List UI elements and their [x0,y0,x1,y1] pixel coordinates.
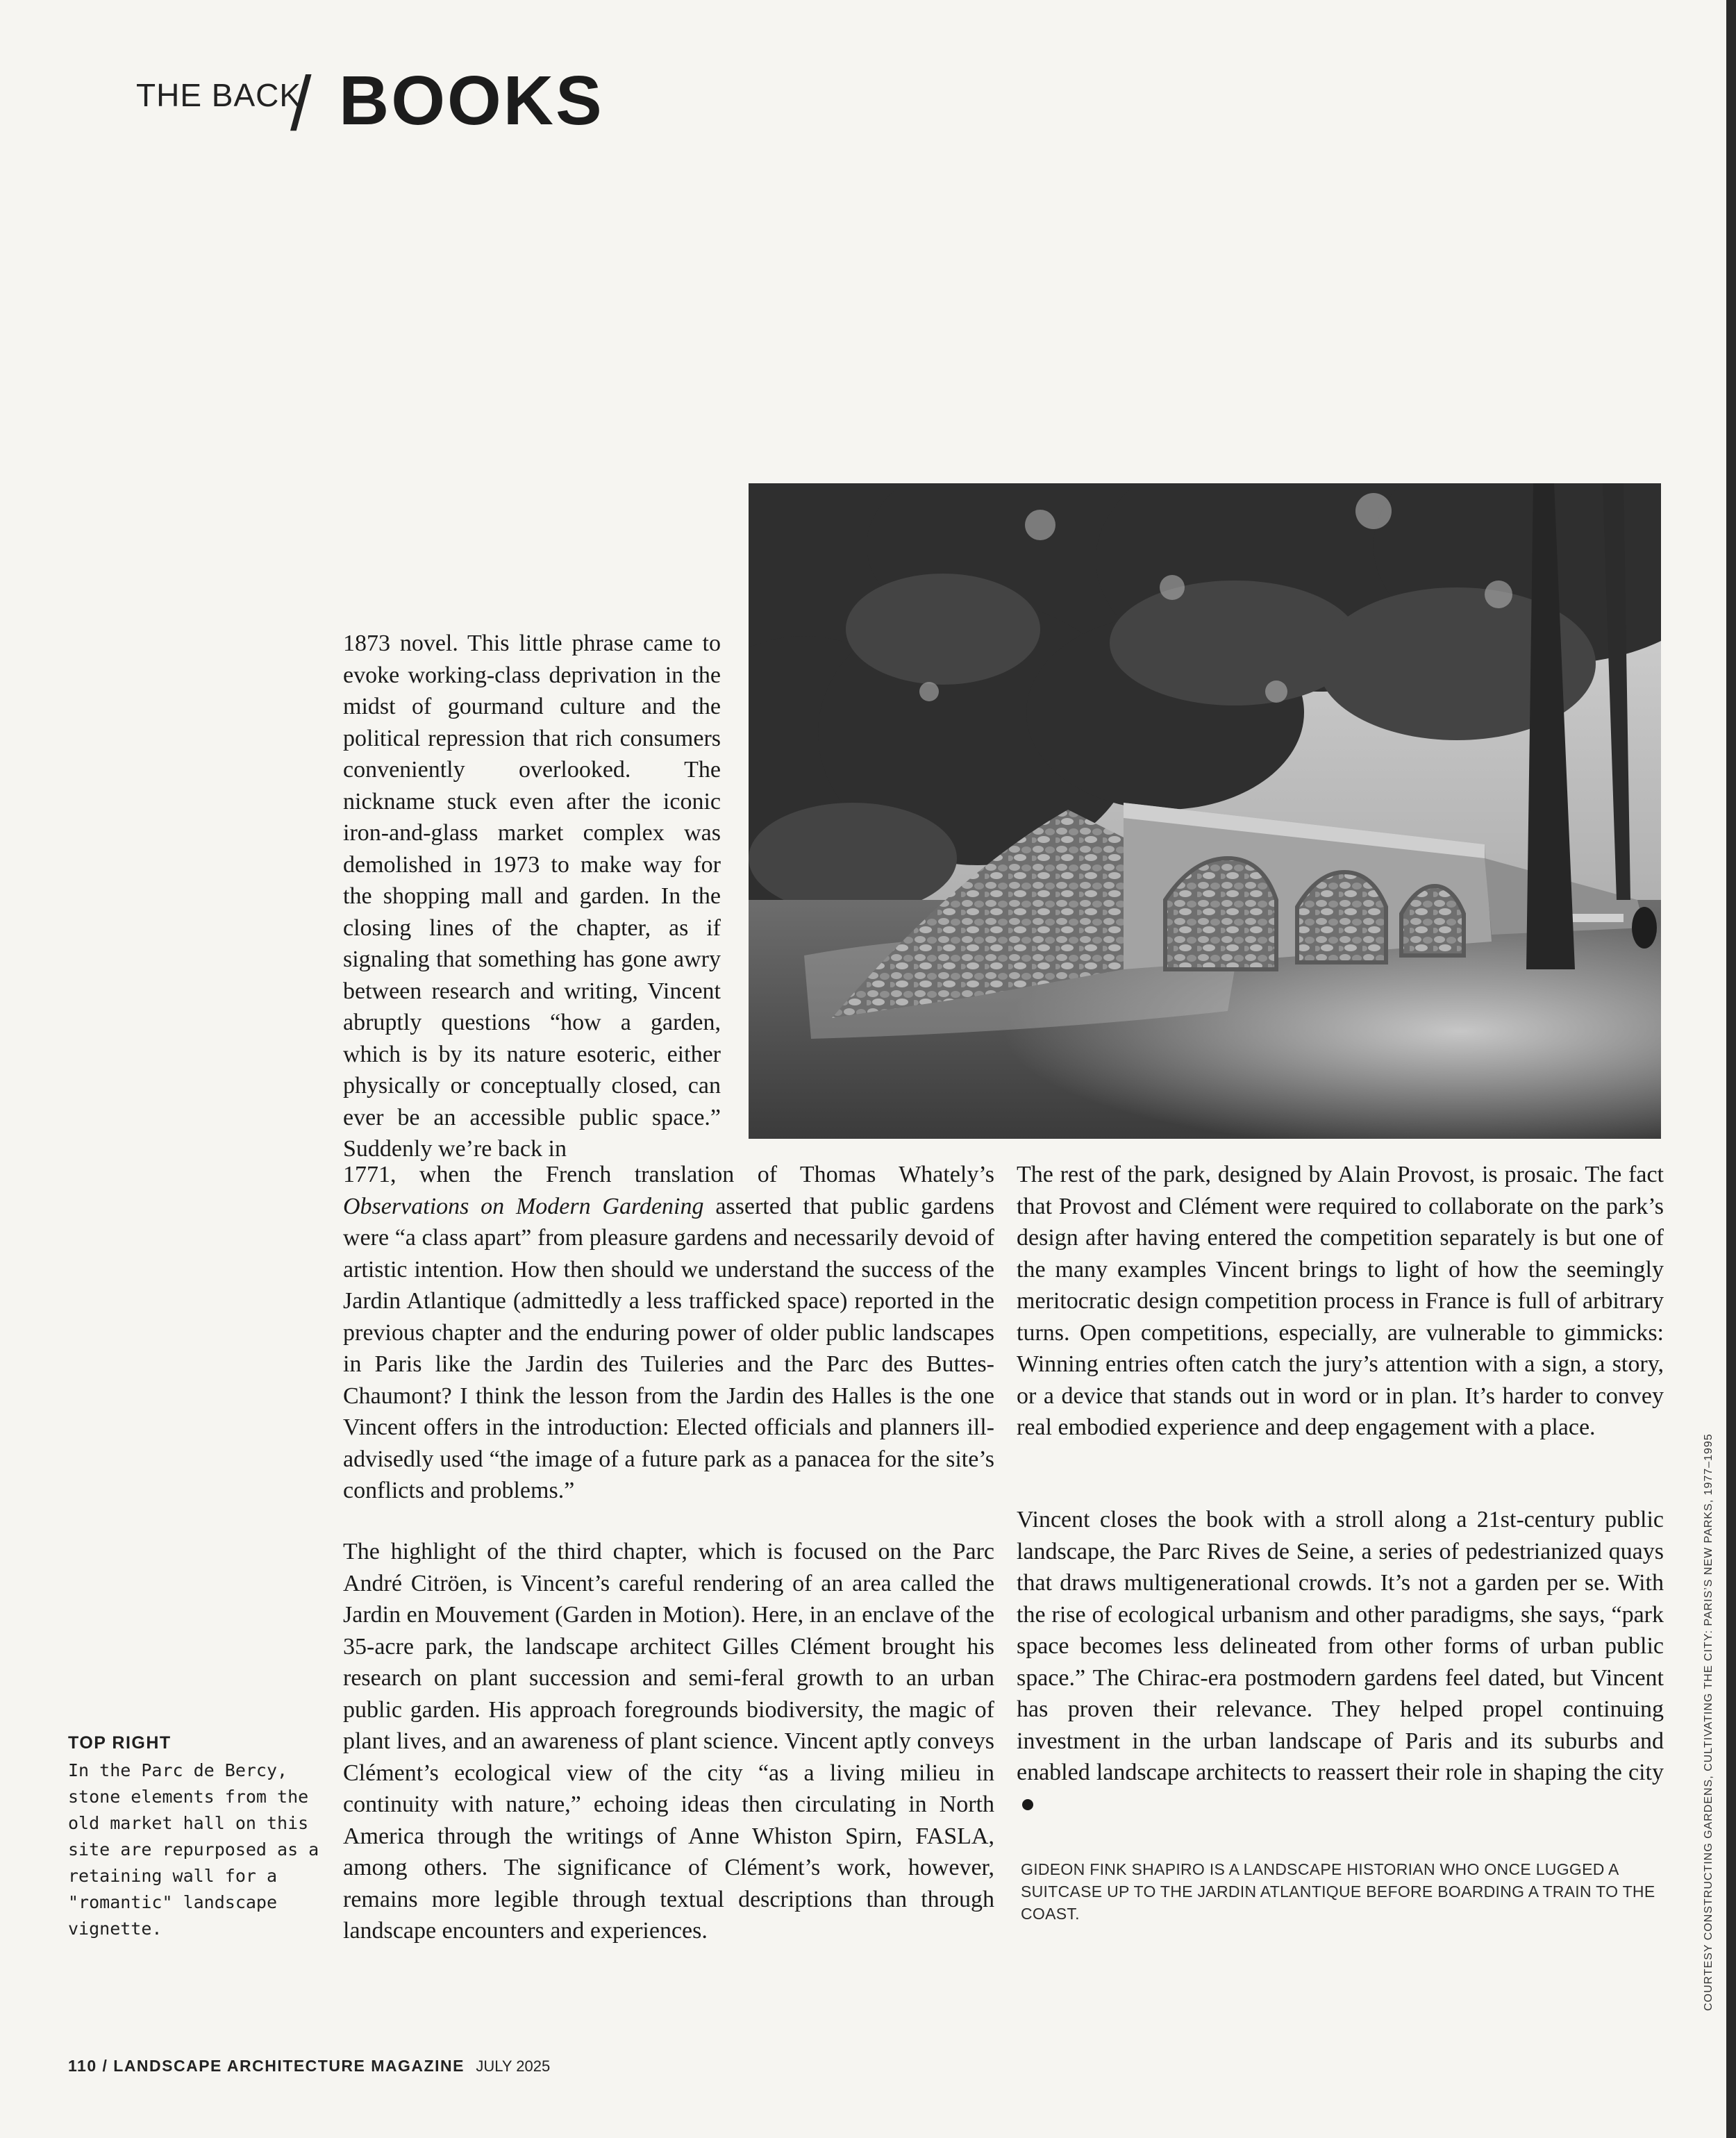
caption-heading: TOP RIGHT [68,1733,172,1753]
photo-credit: COURTESY CONSTRUCTING GARDENS, CULTIVATING THE CITY: PARIS’S NEW PARKS, 1977–1995 [1703,1433,1714,2011]
book-title-italic: Observations on Modern Gardening [343,1193,704,1219]
article-paragraph [1017,1504,1664,1820]
article-paragraph: 1873 novel. This little phrase came to evoke working-class deprivation in the midst of gourmand culture and the political repression that rich consumers conveniently overlooked. The nickname stuck even after the iconic iron-and-glass market complex was demolished in 1973 to make way for the shopping mall and garden. In the closing lines of the chapter, as if signaling that something has gone awry between research and writing, Vincent abruptly questions “how a garden, which is by its nature esoteric, either physically or conceptually closed, can ever be an accessible public space.” Suddenly we’re back in [343,630,721,1162]
photo-caption [68,1733,332,1942]
page-footer [68,2057,550,2076]
article-paragraph: The rest of the park, designed by Alain Provost, is prosaic. The fact that Provost and Clément were required to collaborate on the park’s design after having entered the competition separately is but one of the many examples Vincent brings to light of how the seemingly meritocratic design competition process in France is full of arbitrary turns. Open competitions, especially, are vulnerable to gimmicks: Winning entries often catch the jury’s attention with a sign, a story, or a device that stands out in word or in plan. It’s harder to convey real embodied experience and deep engagement with a place. [1017,1162,1664,1440]
page-binding-edge [1726,0,1736,2138]
parc-de-bercy-photo [749,483,1661,1139]
end-of-article-mark [1022,1799,1033,1810]
author-bio: GIDEON FINK SHAPIRO IS A LANDSCAPE HISTORIAN WHO ONCE LUGGED A SUITCASE UP TO THE JARDIN ATLANTIQUE BEFORE BOARDING A TRAIN TO THE COAST. [1021,1860,1655,1923]
section-kicker: THE BACK [136,77,302,113]
article-column-right-top [1017,1159,1664,1444]
article-column-right-bottom [1017,1504,1664,1820]
article-text: Vincent closes the book with a stroll along a 21st-century public landscape, the Parc Rives de Seine, a series of pedestrianized quays that draws multigenerational crowds. It’s not a garden per se. With the rise of ecological urbanism and other paradigms, she says, “park space becomes less delineated from other forms of urban public space.” The Chirac-era postmodern gardens feel dated, but Vincent has proven their relevance. They helped propel continuing investment in the urban landscape of Paris and its suburbs and enabled landscape architects to reassert their role in shaping the city [1017,1507,1664,1785]
section-divider: / [290,61,312,147]
article-column-left-top [343,628,721,1165]
article-paragraph [343,1159,994,1507]
section-title: BOOKS [339,62,604,140]
caption-text: In the Parc de Bercy, stone elements from the old market hall on this site are repurposed as a retaining wall for a "romantic" landscape vignette. [68,1760,319,1939]
footer-page-magazine: 110 / LANDSCAPE ARCHITECTURE MAGAZINE [68,2057,465,2075]
article-column-left-wide [343,1159,994,1507]
article-paragraph: The highlight of the third chapter, which is focused on the Parc André Citröen, is Vincent’s careful rendering of an area called the Jardin en Mouvement (Garden in Motion). Here, in an enclave of the 35-acre park, the landscape architect Gilles Clément brought his research on plant succession and semi-feral growth to an urban public garden. His approach foregrounds biodiversity, the magic of plant lives, and an awareness of plant science. Vincent aptly conveys Clément’s ecological view of the city “as a living milieu in continuity with nature,” echoing ideas then circulating in North America through the writings of Anne Whiston Spirn, FASLA, among others. The significance of Clément’s work, however, remains more legible through textual descriptions than through landscape encounters and experiences. [343,1539,994,1944]
article-text: asserted that public gardens were “a class apart” from pleasure gardens and necessarily devoid of artistic intention. How then should we understand the success of the Jardin Atlantique (admittedly a less trafficked space) reported in the previous chapter and the enduring power of older public landscapes in Paris like the Jardin des Tuileries and the Parc des Buttes-Chaumont? I think the lesson from the Jardin des Halles is the one Vincent offers in the introduction: Elected officials and planners ill-advisedly used “the image of a future park as a panacea for the site’s conflicts and problems.” [343,1193,994,1503]
footer-issue-date: JULY 2025 [476,2057,551,2075]
article-column-left-bottom [343,1536,994,1947]
article-text: 1771, when the French translation of Thomas Whately’s [343,1162,994,1187]
